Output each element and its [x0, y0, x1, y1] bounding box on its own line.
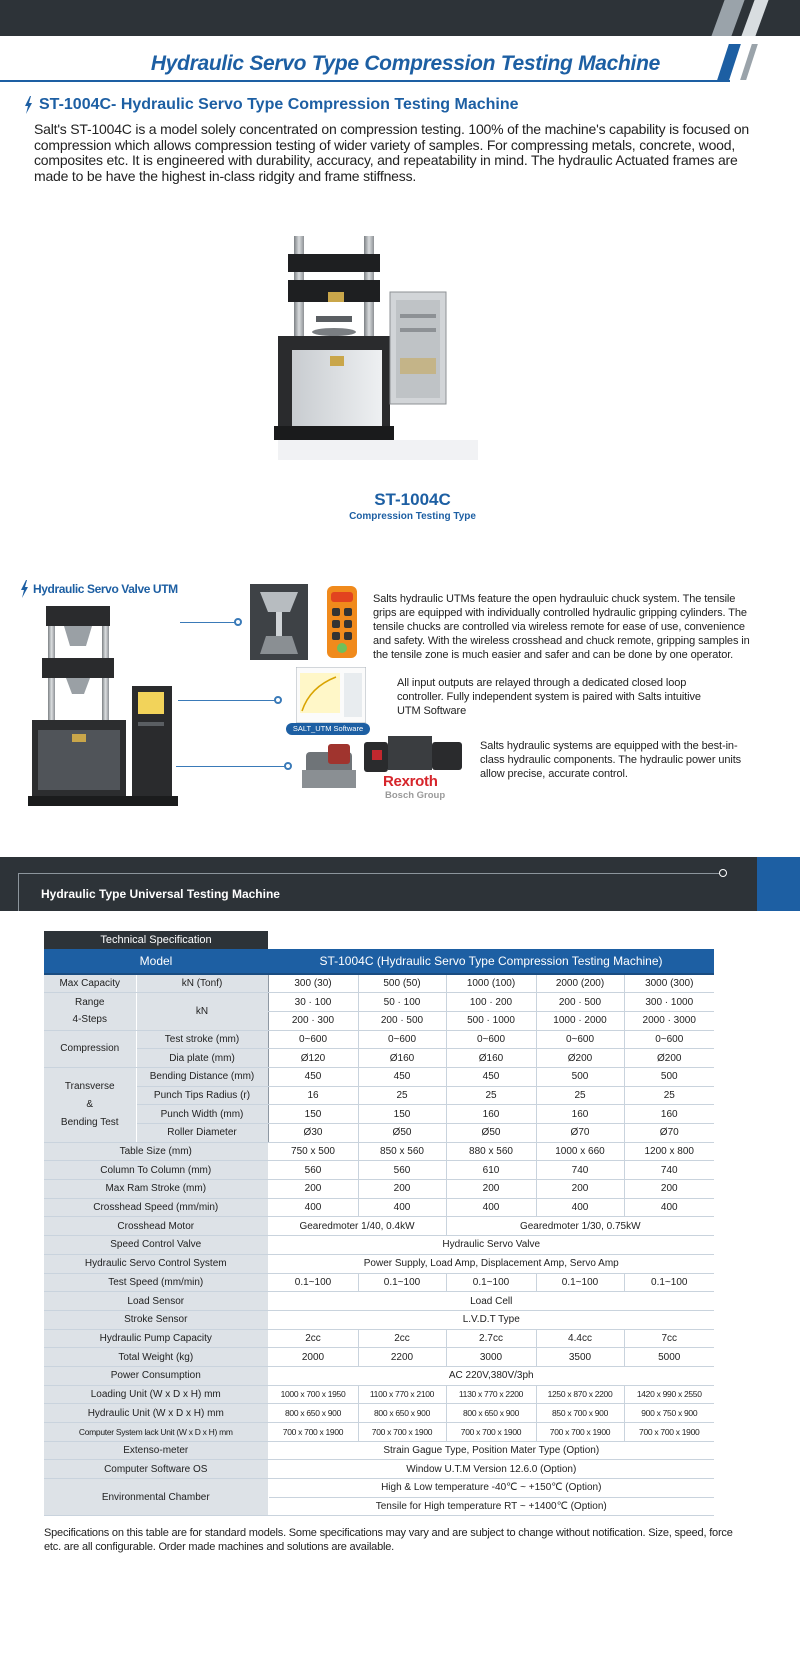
top-bar-accent	[711, 0, 744, 36]
table-cell: High & Low temperature -40℃ ~ +150℃ (Option)	[268, 1479, 714, 1498]
product-subtitle: Compression Testing Type	[349, 511, 476, 522]
table-row	[44, 1161, 714, 1180]
bosch-group-logo: Bosch Group	[385, 790, 446, 801]
spec-banner	[0, 857, 757, 911]
row-label: Loading Unit (W x D x H) mm	[44, 1385, 268, 1404]
table-cell: 7cc	[624, 1329, 714, 1348]
table-row	[44, 1348, 714, 1367]
row-label: Hydraulic Servo Control System	[44, 1254, 268, 1273]
table-cell: 500 (50)	[358, 974, 446, 993]
row-label-line: Transverse	[64, 1080, 115, 1092]
row-label: Compression	[44, 1030, 136, 1067]
page-title: Hydraulic Servo Type Compression Testing Machine	[150, 52, 660, 75]
table-cell: 0.1~100	[536, 1273, 624, 1292]
row-label: Load Sensor	[44, 1292, 268, 1311]
table-cell: 200	[268, 1180, 358, 1199]
table-cell: 880 x 560	[446, 1142, 536, 1161]
table-cell: Power Supply, Load Amp, Displacement Amp, Servo Amp	[268, 1254, 714, 1273]
model-header: Model	[44, 949, 268, 974]
table-row	[44, 1460, 714, 1479]
table-cell: 300 (30)	[268, 974, 358, 993]
table-cell: 1130 x 770 x 2200	[446, 1385, 536, 1404]
valve-section-heading	[20, 580, 178, 598]
table-cell: 850 x 560	[358, 1142, 446, 1161]
table-cell: 400	[446, 1198, 536, 1217]
table-cell: 450	[268, 1067, 358, 1086]
table-row	[44, 1198, 714, 1217]
table-cell: Strain Gague Type, Position Mater Type (Option)	[268, 1441, 714, 1460]
row-label: Computer System lack Unit (W x D x H) mm	[44, 1423, 268, 1442]
row-label	[44, 993, 136, 1030]
table-cell: 150	[268, 1105, 358, 1124]
controller-description: All input outputs are relayed through a dedicated closed loop controller. Fully independent system is paired with Salts intuitive UTM Software	[397, 677, 701, 717]
table-cell: 200	[624, 1180, 714, 1199]
table-cell: 740	[624, 1161, 714, 1180]
callout-dot	[284, 762, 292, 770]
table-cell: Ø160	[446, 1049, 536, 1068]
table-cell: Hydraulic Servo Valve	[268, 1236, 714, 1255]
table-cell: 0~600	[358, 1030, 446, 1049]
table-cell: 450	[358, 1067, 446, 1086]
footnote: Specifications on this table are for standard models. Some specifications may vary and are subject to change without notification. Size, speed, force etc. are all configurable. Order made machines and solutions are available.	[44, 1527, 733, 1553]
table-cell: 0~600	[268, 1030, 358, 1049]
table-cell: 1000 x 660	[536, 1142, 624, 1161]
table-cell: 25	[358, 1086, 446, 1105]
table-cell: 450	[446, 1067, 536, 1086]
model-name-header: ST-1004C (Hydraulic Servo Type Compression Testing Machine)	[268, 949, 714, 974]
table-cell: 200	[446, 1180, 536, 1199]
table-cell: 200 · 500	[358, 1011, 446, 1030]
row-label: Hydraulic Unit (W x D x H) mm	[44, 1404, 268, 1423]
row-sublabel: Test stroke (mm)	[136, 1030, 268, 1049]
row-label-line: 4-Steps	[72, 1014, 107, 1026]
row-sublabel: Roller Diameter	[136, 1124, 268, 1143]
product-model: ST-1004C	[374, 490, 451, 509]
table-row	[44, 1329, 714, 1348]
table-row	[44, 1254, 714, 1273]
table-row	[44, 1310, 714, 1329]
row-label: Extenso-meter	[44, 1441, 268, 1460]
table-cell: 2.7cc	[446, 1329, 536, 1348]
table-cell: 700 x 700 x 1900	[358, 1423, 446, 1442]
table-cell: 900 x 750 x 900	[624, 1404, 714, 1423]
table-cell: 0~600	[536, 1030, 624, 1049]
table-cell: 5000	[624, 1348, 714, 1367]
table-cell: 700 x 700 x 1900	[446, 1423, 536, 1442]
table-cell: 25	[446, 1086, 536, 1105]
section-title: ST-1004C- Hydraulic Servo Type Compression Testing Machine	[39, 96, 519, 113]
table-cell: 50 · 100	[358, 993, 446, 1012]
table-cell: 560	[358, 1161, 446, 1180]
row-sublabel: kN (Tonf)	[136, 974, 268, 993]
table-cell: 200	[358, 1180, 446, 1199]
chuck-photo	[250, 584, 308, 660]
row-label: Stroke Sensor	[44, 1310, 268, 1329]
table-cell: 2000 (200)	[536, 974, 624, 993]
row-label: Table Size (mm)	[44, 1142, 268, 1161]
table-cell: Load Cell	[268, 1292, 714, 1311]
table-cell: 610	[446, 1161, 536, 1180]
table-row	[44, 1086, 714, 1105]
table-cell: 25	[536, 1086, 624, 1105]
title-rule	[0, 80, 730, 82]
table-cell: 2cc	[268, 1329, 358, 1348]
table-cell: 3000 (300)	[624, 974, 714, 993]
table-cell: AC 220V,380V/3ph	[268, 1366, 714, 1385]
row-label: Crosshead Speed (mm/min)	[44, 1198, 268, 1217]
utm-machine-image	[28, 602, 178, 810]
table-row	[44, 1385, 714, 1404]
wireless-remote-image	[325, 584, 359, 660]
table-cell: 200	[536, 1180, 624, 1199]
table-cell: 740	[536, 1161, 624, 1180]
table-cell: 4.4cc	[536, 1329, 624, 1348]
table-row	[44, 1049, 714, 1068]
table-cell: 850 x 700 x 900	[536, 1404, 624, 1423]
banner-line	[18, 873, 19, 911]
row-label-line: Range	[75, 997, 105, 1009]
section-heading	[24, 96, 519, 114]
table-cell: Ø30	[268, 1124, 358, 1143]
table-cell: 500 · 1000	[446, 1011, 536, 1030]
table-cell: 0~600	[446, 1030, 536, 1049]
table-cell: 160	[536, 1105, 624, 1124]
table-cell: 0.1~100	[358, 1273, 446, 1292]
title-accent	[717, 44, 741, 80]
rexroth-logo: Rexroth	[383, 773, 438, 790]
callout-dot	[234, 618, 242, 626]
machine-image	[270, 228, 500, 468]
row-label: Computer Software OS	[44, 1460, 268, 1479]
table-header-row	[44, 949, 714, 974]
table-cell: 1100 x 770 x 2100	[358, 1385, 446, 1404]
table-row	[44, 1105, 714, 1124]
table-row	[44, 1441, 714, 1460]
table-cell: 400	[624, 1198, 714, 1217]
table-row	[44, 974, 714, 993]
table-cell: 750 x 500	[268, 1142, 358, 1161]
row-sublabel: Bending Distance (mm)	[136, 1067, 268, 1086]
chuck-description: Salts hydraulic UTMs feature the open hydrauluic chuck system. The tensile grips are equipped with individually controlled hydraulic gripping cylinders. The tensile chucks are controlled via wireless remote for ease of use, convenience and safety. With the wireless crosshead and chuck remote, gripping samples in the tensile zone is much easier and safer and can be done by one operator.	[373, 593, 750, 661]
table-row	[44, 1030, 714, 1049]
table-cell: Ø50	[358, 1124, 446, 1143]
table-cell: 2cc	[358, 1329, 446, 1348]
table-cell: 500	[624, 1067, 714, 1086]
spec-table-tab: Technical Specification	[44, 931, 268, 949]
row-sublabel: Dia plate (mm)	[136, 1049, 268, 1068]
banner-line	[18, 873, 720, 874]
table-cell: 1000 x 700 x 1950	[268, 1385, 358, 1404]
table-row	[44, 1236, 714, 1255]
table-cell: Ø200	[536, 1049, 624, 1068]
servo-valve-image	[298, 740, 360, 794]
row-label: Column To Column (mm)	[44, 1161, 268, 1180]
row-label: Speed Control Valve	[44, 1236, 268, 1255]
table-cell: 3500	[536, 1348, 624, 1367]
row-label-line: &	[86, 1098, 94, 1110]
table-row	[44, 1366, 714, 1385]
table-cell: Ø70	[624, 1124, 714, 1143]
table-cell: 1000 (100)	[446, 974, 536, 993]
table-cell: 0~600	[624, 1030, 714, 1049]
table-cell: 16	[268, 1086, 358, 1105]
table-cell: 160	[446, 1105, 536, 1124]
lightning-bolt-icon	[24, 96, 33, 114]
table-cell: 2200	[358, 1348, 446, 1367]
callout-dot	[274, 696, 282, 704]
table-cell: Ø200	[624, 1049, 714, 1068]
table-cell: 1250 x 870 x 2200	[536, 1385, 624, 1404]
intro-paragraph: Salt's ST-1004C is a model solely concentrated on compression testing. 100% of the machine's capability is focused on compression which allows compression testing of wider variety of samples. For compressing metals, concrete, wood, composites etc. It is engineered with durability, accuracy, and repeatability in mind. The hydraulic Actuated frames are made to be have the highest in-class ridgity and frame stiffness.	[34, 121, 750, 184]
table-cell: 0.1~100	[446, 1273, 536, 1292]
table-row	[44, 1479, 714, 1498]
table-cell: 400	[358, 1198, 446, 1217]
software-label: SALT_UTM Software	[286, 723, 370, 735]
table-cell: 400	[536, 1198, 624, 1217]
table-cell: 30 · 100	[268, 993, 358, 1012]
table-cell: 500	[536, 1067, 624, 1086]
lightning-bolt-icon	[20, 580, 29, 598]
table-cell: 1200 x 800	[624, 1142, 714, 1161]
table-cell: 0.1~100	[624, 1273, 714, 1292]
row-label: Total Weight (kg)	[44, 1348, 268, 1367]
spec-table	[44, 949, 714, 1516]
table-cell: Window U.T.M Version 12.6.0 (Option)	[268, 1460, 714, 1479]
row-label: Test Speed (mm/min)	[44, 1273, 268, 1292]
table-cell: Ø50	[446, 1124, 536, 1143]
table-cell: 1000 · 2000	[536, 1011, 624, 1030]
table-cell: 3000	[446, 1348, 536, 1367]
table-cell: 400	[268, 1198, 358, 1217]
table-cell: 560	[268, 1161, 358, 1180]
table-cell: 700 x 700 x 1900	[624, 1423, 714, 1442]
table-cell: 800 x 650 x 900	[358, 1404, 446, 1423]
table-row	[44, 1404, 714, 1423]
callout-line	[176, 766, 286, 767]
row-sublabel: kN	[136, 993, 268, 1030]
table-cell: 150	[358, 1105, 446, 1124]
table-row	[44, 1067, 714, 1086]
top-bar	[0, 0, 800, 36]
table-cell: 200 · 300	[268, 1011, 358, 1030]
row-label: Environmental Chamber	[44, 1479, 268, 1516]
table-cell: 2000 · 3000	[624, 1011, 714, 1030]
table-cell: 2000	[268, 1348, 358, 1367]
table-cell: Ø120	[268, 1049, 358, 1068]
table-cell: Tensile for High temperature RT ~ +1400℃ (Option)	[268, 1497, 714, 1516]
callout-line	[180, 622, 238, 623]
callout-line	[178, 700, 276, 701]
table-row	[44, 993, 714, 1012]
table-row	[44, 1124, 714, 1143]
table-cell: Gearedmoter 1/30, 0.75kW	[446, 1217, 714, 1236]
banner-title: Hydraulic Type Universal Testing Machine	[41, 887, 280, 901]
table-cell: 800 x 650 x 900	[268, 1404, 358, 1423]
software-screenshot	[296, 667, 366, 723]
title-accent	[740, 44, 758, 80]
table-cell: 300 · 1000	[624, 993, 714, 1012]
row-sublabel: Punch Width (mm)	[136, 1105, 268, 1124]
row-label	[44, 1067, 136, 1142]
row-label: Crosshead Motor	[44, 1217, 268, 1236]
table-cell: 0.1~100	[268, 1273, 358, 1292]
spec-banner-accent	[757, 857, 800, 911]
table-cell: 700 x 700 x 1900	[536, 1423, 624, 1442]
row-label-line: Bending Test	[60, 1116, 119, 1128]
table-cell: 200 · 500	[536, 993, 624, 1012]
table-cell: Ø160	[358, 1049, 446, 1068]
table-row	[44, 1292, 714, 1311]
table-row	[44, 1217, 714, 1236]
top-bar-accent	[741, 0, 768, 36]
table-cell: 160	[624, 1105, 714, 1124]
row-label: Hydraulic Pump Capacity	[44, 1329, 268, 1348]
row-label: Power Consumption	[44, 1366, 268, 1385]
table-cell: 700 x 700 x 1900	[268, 1423, 358, 1442]
row-label: Max Capacity	[44, 974, 136, 993]
table-cell: 25	[624, 1086, 714, 1105]
table-cell: Ø70	[536, 1124, 624, 1143]
row-label: Max Ram Stroke (mm)	[44, 1180, 268, 1199]
table-cell: L.V.D.T Type	[268, 1310, 714, 1329]
table-row	[44, 1180, 714, 1199]
table-cell: 800 x 650 x 900	[446, 1404, 536, 1423]
banner-dot	[719, 869, 727, 877]
table-cell: 100 · 200	[446, 993, 536, 1012]
valve-section-title: Hydraulic Servo Valve UTM	[33, 582, 178, 596]
table-row	[44, 1142, 714, 1161]
hydraulic-description: Salts hydraulic systems are equipped with the best-in-class hydraulic components. The hydraulic power units allow precise, accurate control.	[480, 740, 742, 780]
table-cell: Gearedmoter 1/40, 0.4kW	[268, 1217, 446, 1236]
row-sublabel: Punch Tips Radius (r)	[136, 1086, 268, 1105]
table-cell: 1420 x 990 x 2550	[624, 1385, 714, 1404]
table-row	[44, 1273, 714, 1292]
table-row	[44, 1423, 714, 1442]
